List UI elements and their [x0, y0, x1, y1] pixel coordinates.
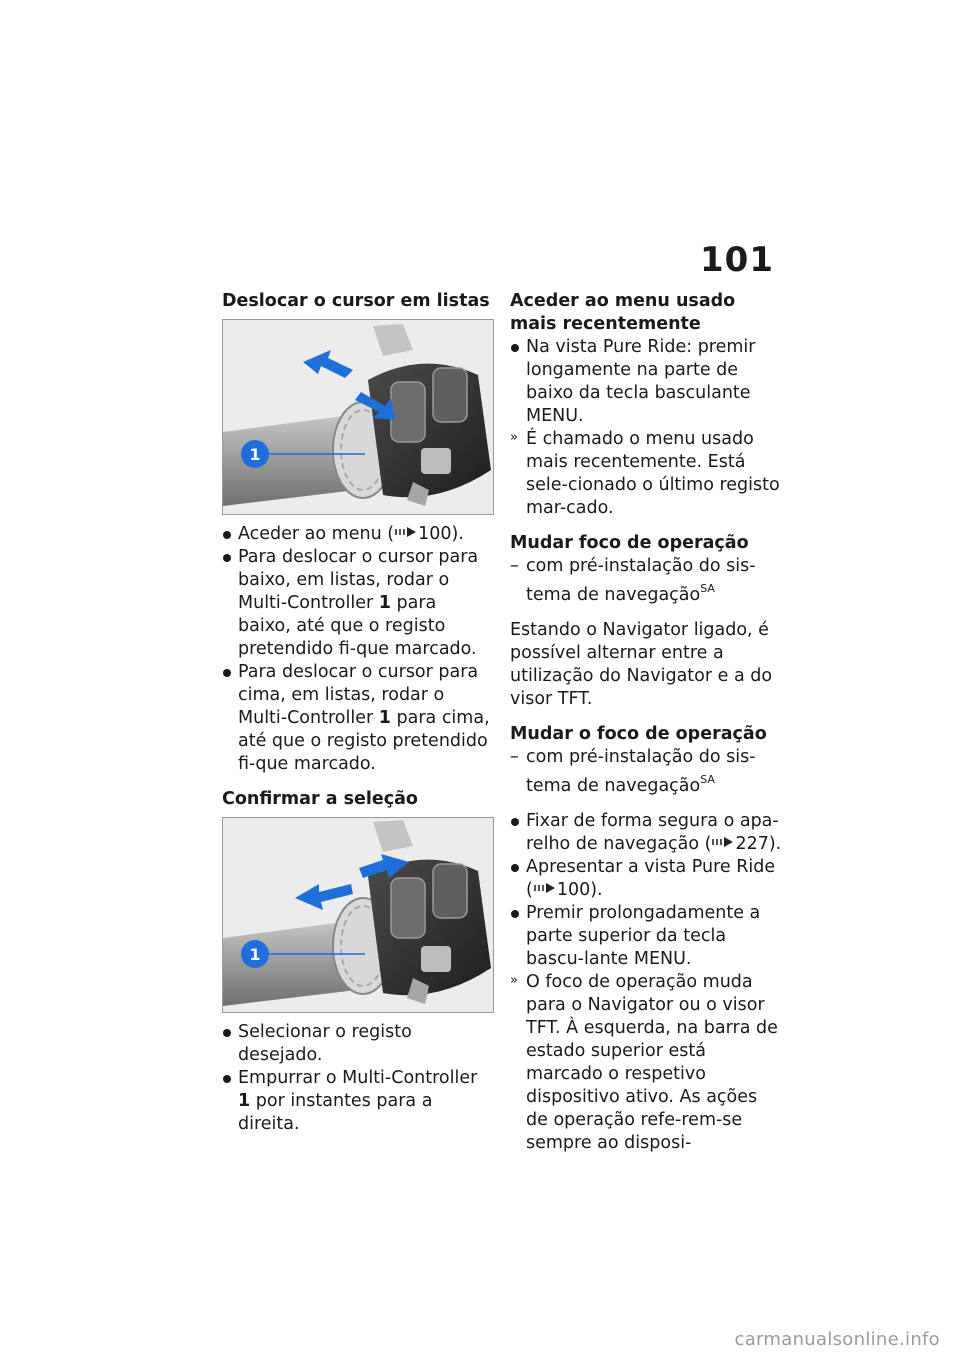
section-heading-focus: Mudar foco de operação: [510, 533, 749, 553]
page-ref-arrow-icon: [394, 526, 418, 538]
list-item: Empurrar o Multi-Controller 1 por instantes para a direita.: [222, 1067, 494, 1136]
page-number: 101: [700, 240, 774, 280]
handlebar-illustration: [223, 818, 493, 1012]
list-item: Apresentar a vista Pure Ride ( 100).: [510, 856, 782, 902]
figure-multicontroller-scroll: [222, 319, 494, 515]
page-ref[interactable]: 100: [556, 879, 591, 900]
section-heading-change-focus: Mudar o foco de operação: [510, 723, 767, 744]
figure-multicontroller-confirm: [222, 817, 494, 1013]
bullet-icon: [511, 818, 519, 826]
section-heading-scroll: Deslocar o cursor em listas: [222, 291, 490, 311]
page-ref-arrow-icon: [533, 882, 557, 894]
page-ref-arrow-icon: [711, 836, 735, 848]
section-heading-confirm: Confirmar a seleção: [222, 789, 418, 809]
list-item: Premir prolongadamente a parte superior da tecla bascu-lante MENU.: [510, 902, 782, 971]
page-ref[interactable]: 227: [735, 833, 769, 854]
equipment-note: – com pré-instalação do sis-tema de navegação$^{SA}$: [510, 746, 756, 796]
list-item: Na vista Pure Ride: premir longamente na parte de baixo da tecla basculante MENU.: [510, 336, 782, 428]
list-item: Fixar de forma segura o apa-relho de navegação ( 227).: [510, 810, 782, 856]
result-arrow-icon: »: [510, 972, 518, 988]
bullet-icon: [223, 669, 231, 677]
left-column: [222, 290, 494, 1136]
bullet-icon: [223, 1075, 231, 1083]
bullet-icon: [511, 910, 519, 918]
handlebar-illustration: [223, 320, 493, 514]
list-item: Para deslocar o cursor para cima, em listas, rodar o Multi-Controller 1 para cima, até que o registo pretendido fi-que marcado.: [222, 661, 494, 776]
bullet-icon: [223, 554, 231, 562]
watermark: carmanualsonline.info: [734, 1329, 940, 1350]
bullet-icon: [511, 344, 519, 352]
section-heading-recent-menu: Aceder ao menu usado mais recentemente: [510, 291, 736, 334]
paragraph-navigator: Estando o Navigator ligado, é possível alternar entre a utilização do Navigator e a do visor TFT.: [510, 619, 773, 709]
result-arrow-icon: »: [510, 430, 518, 445]
figure-label: 1: [249, 945, 261, 964]
bullet-icon: [223, 1029, 231, 1037]
bullet-icon: [511, 864, 519, 872]
page-ref[interactable]: 100: [418, 524, 452, 544]
result-item: » É chamado o menu usado mais recentemente. Está sele-cionado o último registo mar-cado.: [510, 428, 782, 520]
dash-marker: –: [510, 746, 519, 767]
equipment-note: – com pré-instalação do sis-tema de navegação$^{SA}$: [510, 556, 756, 605]
bullet-icon: [223, 531, 231, 539]
dash-marker: –: [510, 556, 519, 576]
list-confirm-steps: [222, 1021, 494, 1136]
list-item: Selecionar o registo desejado.: [222, 1021, 494, 1067]
list-scroll-steps: [222, 523, 494, 776]
right-column: [510, 290, 782, 1155]
list-item: Aceder ao menu ( 100).: [222, 523, 494, 546]
list-item: Para deslocar o cursor para baixo, em listas, rodar o Multi-Controller 1 para baixo, até que o registo pretendido fi-que marcado.: [222, 546, 494, 661]
result-item: » O foco de operação muda para o Navigator ou o visor TFT. À esquerda, na barra de estado superior está marcado o respetivo dispositivo ativo. As ações de operação refe-rem-se sempre ao disposi-: [510, 971, 782, 1155]
figure-label: 1: [249, 445, 261, 464]
